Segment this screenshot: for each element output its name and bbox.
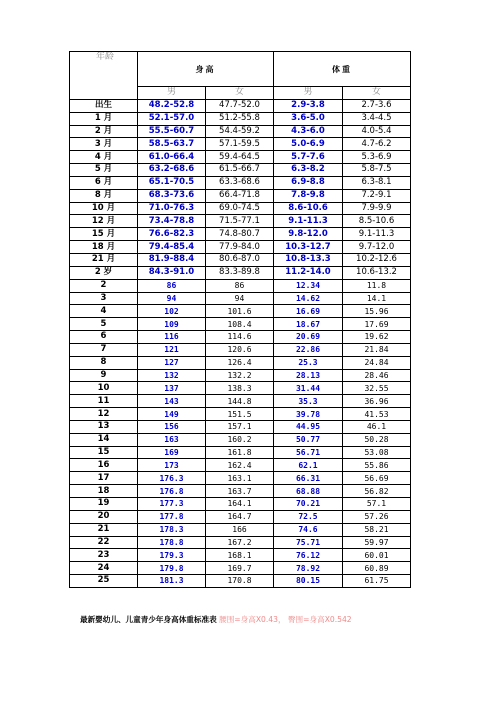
height-female-cell: 168.1 <box>206 549 274 562</box>
weight-male-header: 男 <box>274 87 343 100</box>
age-cell: 5 <box>70 318 138 331</box>
height-header: 身高 <box>138 52 274 87</box>
height-male-cell: 109 <box>138 318 206 331</box>
weight-male-cell: 10.8-13.3 <box>274 253 343 266</box>
age-cell: 12 <box>70 408 138 421</box>
table-row <box>70 485 411 498</box>
height-female-cell: 80.6-87.0 <box>206 253 274 266</box>
age-cell: 2 <box>70 279 138 292</box>
weight-female-cell: 21.84 <box>343 343 411 356</box>
height-female-cell: 51.2-55.8 <box>206 112 274 125</box>
height-male-cell: 94 <box>138 292 206 305</box>
weight-male-cell: 3.6-5.0 <box>274 112 343 125</box>
height-male-cell: 179.8 <box>138 562 206 575</box>
age-cell: 12 月 <box>70 215 138 228</box>
age-cell: 4 月 <box>70 151 138 164</box>
weight-female-cell: 9.1-11.3 <box>343 228 411 241</box>
weight-male-cell: 10.3-12.7 <box>274 241 343 254</box>
weight-female-cell: 7.9-9.9 <box>343 202 411 215</box>
age-cell: 出生 <box>70 99 138 112</box>
height-female-cell: 61.5-66.7 <box>206 164 274 177</box>
table-row <box>70 202 411 215</box>
height-female-cell: 164.1 <box>206 498 274 511</box>
height-male-cell: 176.3 <box>138 472 206 485</box>
age-cell: 20 <box>70 510 138 523</box>
age-cell: 14 <box>70 433 138 446</box>
height-female-cell: 169.7 <box>206 562 274 575</box>
age-header: 年龄 <box>70 52 138 100</box>
weight-female-cell: 6.3-8.1 <box>343 176 411 189</box>
table-row <box>70 498 411 511</box>
height-female-cell: 161.8 <box>206 446 274 459</box>
table-row <box>70 189 411 202</box>
weight-male-cell: 20.69 <box>274 331 343 344</box>
weight-female-cell: 36.96 <box>343 395 411 408</box>
weight-male-cell: 80.15 <box>274 575 343 588</box>
weight-male-cell: 5.0-6.9 <box>274 138 343 151</box>
caption-formula: 腰围=身高X0.43， 臀围=身高X0.542 <box>219 615 352 624</box>
height-male-cell: 149 <box>138 408 206 421</box>
weight-male-cell: 28.13 <box>274 369 343 382</box>
height-male-cell: 102 <box>138 305 206 318</box>
height-male-cell: 173 <box>138 459 206 472</box>
height-male-cell: 177.8 <box>138 510 206 523</box>
weight-male-cell: 6.9-8.8 <box>274 176 343 189</box>
height-male-cell: 76.6-82.3 <box>138 228 206 241</box>
table-row <box>70 215 411 228</box>
table-row <box>70 266 411 279</box>
table-row <box>70 433 411 446</box>
weight-female-cell: 4.7-6.2 <box>343 138 411 151</box>
height-male-cell: 121 <box>138 343 206 356</box>
weight-female-cell: 57.26 <box>343 510 411 523</box>
weight-female-cell: 60.89 <box>343 562 411 575</box>
height-male-cell: 179.3 <box>138 549 206 562</box>
weight-male-cell: 4.3-6.0 <box>274 125 343 138</box>
height-female-cell: 63.3-68.6 <box>206 176 274 189</box>
height-male-cell: 81.9-88.4 <box>138 253 206 266</box>
weight-female-cell: 58.21 <box>343 523 411 536</box>
age-cell: 19 <box>70 498 138 511</box>
height-female-cell: 83.3-89.8 <box>206 266 274 279</box>
age-cell: 10 月 <box>70 202 138 215</box>
height-female-cell: 163.7 <box>206 485 274 498</box>
height-female-cell: 71.5-77.1 <box>206 215 274 228</box>
height-weight-table <box>69 51 411 588</box>
table-row <box>70 536 411 549</box>
table-row <box>70 164 411 177</box>
weight-female-cell: 15.96 <box>343 305 411 318</box>
weight-male-cell: 50.77 <box>274 433 343 446</box>
table-row <box>70 575 411 588</box>
table-row <box>70 523 411 536</box>
table-row <box>70 176 411 189</box>
weight-male-cell: 14.62 <box>274 292 343 305</box>
weight-female-cell: 55.86 <box>343 459 411 472</box>
table-row <box>70 382 411 395</box>
table-row <box>70 510 411 523</box>
table-body <box>70 52 411 588</box>
weight-male-cell: 72.5 <box>274 510 343 523</box>
table-row <box>70 279 411 292</box>
age-cell: 15 月 <box>70 228 138 241</box>
height-female-cell: 138.3 <box>206 382 274 395</box>
table-row <box>70 343 411 356</box>
weight-male-cell: 9.8-12.0 <box>274 228 343 241</box>
height-male-cell: 137 <box>138 382 206 395</box>
age-cell: 13 <box>70 420 138 433</box>
height-female-cell: 77.9-84.0 <box>206 241 274 254</box>
weight-male-cell: 44.95 <box>274 420 343 433</box>
age-cell: 2 岁 <box>70 266 138 279</box>
table-row <box>70 305 411 318</box>
table-row <box>70 318 411 331</box>
age-cell: 11 <box>70 395 138 408</box>
height-female-cell: 126.4 <box>206 356 274 369</box>
age-cell: 18 <box>70 485 138 498</box>
height-male-cell: 163 <box>138 433 206 446</box>
table-row <box>70 125 411 138</box>
weight-male-cell: 2.9-3.8 <box>274 99 343 112</box>
height-male-cell: 156 <box>138 420 206 433</box>
table-row <box>70 562 411 575</box>
age-cell: 7 <box>70 343 138 356</box>
weight-male-cell: 68.88 <box>274 485 343 498</box>
height-female-cell: 74.8-80.7 <box>206 228 274 241</box>
weight-female-cell: 17.69 <box>343 318 411 331</box>
weight-female-cell: 60.01 <box>343 549 411 562</box>
height-male-cell: 55.5-60.7 <box>138 125 206 138</box>
table-row <box>70 420 411 433</box>
height-female-cell: 151.5 <box>206 408 274 421</box>
weight-male-cell: 16.69 <box>274 305 343 318</box>
weight-female-cell: 32.55 <box>343 382 411 395</box>
height-male-cell: 71.0-76.3 <box>138 202 206 215</box>
table-row <box>70 395 411 408</box>
weight-female-cell: 50.28 <box>343 433 411 446</box>
table-row <box>70 549 411 562</box>
height-female-cell: 157.1 <box>206 420 274 433</box>
height-female-cell: 120.6 <box>206 343 274 356</box>
age-cell: 3 <box>70 292 138 305</box>
age-cell: 8 月 <box>70 189 138 202</box>
header-row-groups <box>70 52 411 87</box>
height-female-cell: 160.2 <box>206 433 274 446</box>
height-female-cell: 57.1-59.5 <box>206 138 274 151</box>
height-male-cell: 127 <box>138 356 206 369</box>
weight-male-cell: 66.31 <box>274 472 343 485</box>
height-male-cell: 178.3 <box>138 523 206 536</box>
height-male-cell: 169 <box>138 446 206 459</box>
weight-male-cell: 8.6-10.6 <box>274 202 343 215</box>
table-row <box>70 241 411 254</box>
height-female-cell: 59.4-64.5 <box>206 151 274 164</box>
weight-female-cell: 10.6-13.2 <box>343 266 411 279</box>
height-male-cell: 177.3 <box>138 498 206 511</box>
table-row <box>70 331 411 344</box>
weight-female-cell: 2.7-3.6 <box>343 99 411 112</box>
height-female-cell: 47.7-52.0 <box>206 99 274 112</box>
height-female-cell: 167.2 <box>206 536 274 549</box>
weight-male-cell: 56.71 <box>274 446 343 459</box>
age-cell: 6 <box>70 331 138 344</box>
table-row <box>70 459 411 472</box>
height-male-cell: 61.0-66.4 <box>138 151 206 164</box>
weight-female-cell: 46.1 <box>343 420 411 433</box>
weight-female-cell: 14.1 <box>343 292 411 305</box>
caption-title: 最新婴幼儿、儿童青少年身高体重标准表 <box>80 615 217 624</box>
height-female-cell: 162.4 <box>206 459 274 472</box>
weight-female-cell: 24.84 <box>343 356 411 369</box>
weight-female-cell: 56.69 <box>343 472 411 485</box>
weight-male-cell: 39.78 <box>274 408 343 421</box>
height-male-cell: 79.4-85.4 <box>138 241 206 254</box>
weight-female-cell: 5.3-6.9 <box>343 151 411 164</box>
height-female-cell: 164.7 <box>206 510 274 523</box>
weight-female-cell: 11.8 <box>343 279 411 292</box>
height-female-cell: 144.8 <box>206 395 274 408</box>
age-cell: 24 <box>70 562 138 575</box>
weight-male-cell: 62.1 <box>274 459 343 472</box>
height-female-cell: 170.8 <box>206 575 274 588</box>
height-male-cell: 84.3-91.0 <box>138 266 206 279</box>
weight-female-cell: 5.8-7.5 <box>343 164 411 177</box>
table-row <box>70 99 411 112</box>
height-female-cell: 69.0-74.5 <box>206 202 274 215</box>
weight-female-cell: 61.75 <box>343 575 411 588</box>
height-male-cell: 181.3 <box>138 575 206 588</box>
height-female-cell: 166 <box>206 523 274 536</box>
age-cell: 10 <box>70 382 138 395</box>
weight-male-cell: 25.3 <box>274 356 343 369</box>
height-female-cell: 114.6 <box>206 331 274 344</box>
height-male-cell: 58.5-63.7 <box>138 138 206 151</box>
weight-male-cell: 22.86 <box>274 343 343 356</box>
height-female-cell: 94 <box>206 292 274 305</box>
weight-male-cell: 76.12 <box>274 549 343 562</box>
height-male-cell: 176.8 <box>138 485 206 498</box>
height-female-cell: 54.4-59.2 <box>206 125 274 138</box>
height-female-header: 女 <box>206 87 274 100</box>
age-cell: 16 <box>70 459 138 472</box>
table-row <box>70 408 411 421</box>
weight-female-cell: 9.7-12.0 <box>343 241 411 254</box>
table-row <box>70 228 411 241</box>
height-male-cell: 116 <box>138 331 206 344</box>
age-cell: 2 月 <box>70 125 138 138</box>
table-caption <box>80 614 352 625</box>
height-female-cell: 132.2 <box>206 369 274 382</box>
height-male-cell: 73.4-78.8 <box>138 215 206 228</box>
height-female-cell: 66.4-71.8 <box>206 189 274 202</box>
age-cell: 3 月 <box>70 138 138 151</box>
age-cell: 8 <box>70 356 138 369</box>
weight-female-cell: 3.4-4.5 <box>343 112 411 125</box>
age-cell: 9 <box>70 369 138 382</box>
height-female-cell: 101.6 <box>206 305 274 318</box>
weight-male-cell: 5.7-7.6 <box>274 151 343 164</box>
weight-female-cell: 56.82 <box>343 485 411 498</box>
weight-male-cell: 7.8-9.8 <box>274 189 343 202</box>
age-cell: 6 月 <box>70 176 138 189</box>
table-row <box>70 151 411 164</box>
weight-male-cell: 9.1-11.3 <box>274 215 343 228</box>
table-row <box>70 446 411 459</box>
weight-male-cell: 35.3 <box>274 395 343 408</box>
weight-male-cell: 70.21 <box>274 498 343 511</box>
weight-male-cell: 78.92 <box>274 562 343 575</box>
weight-female-cell: 10.2-12.6 <box>343 253 411 266</box>
table-row <box>70 138 411 151</box>
weight-female-cell: 59.97 <box>343 536 411 549</box>
age-cell: 4 <box>70 305 138 318</box>
age-cell: 21 月 <box>70 253 138 266</box>
table-row <box>70 112 411 125</box>
age-cell: 21 <box>70 523 138 536</box>
weight-female-header: 女 <box>343 87 411 100</box>
height-male-cell: 86 <box>138 279 206 292</box>
weight-female-cell: 53.08 <box>343 446 411 459</box>
age-cell: 15 <box>70 446 138 459</box>
age-cell: 25 <box>70 575 138 588</box>
height-female-cell: 86 <box>206 279 274 292</box>
height-male-cell: 68.3-73.6 <box>138 189 206 202</box>
height-male-cell: 143 <box>138 395 206 408</box>
age-cell: 22 <box>70 536 138 549</box>
height-male-cell: 52.1-57.0 <box>138 112 206 125</box>
table-row <box>70 472 411 485</box>
weight-male-cell: 11.2-14.0 <box>274 266 343 279</box>
height-male-cell: 63.2-68.6 <box>138 164 206 177</box>
age-cell: 18 月 <box>70 241 138 254</box>
weight-female-cell: 28.46 <box>343 369 411 382</box>
weight-male-cell: 75.71 <box>274 536 343 549</box>
table-row <box>70 253 411 266</box>
weight-female-cell: 57.1 <box>343 498 411 511</box>
table-row <box>70 356 411 369</box>
weight-female-cell: 19.62 <box>343 331 411 344</box>
age-cell: 23 <box>70 549 138 562</box>
age-cell: 17 <box>70 472 138 485</box>
weight-header: 体重 <box>274 52 411 87</box>
height-female-cell: 163.1 <box>206 472 274 485</box>
height-female-cell: 108.4 <box>206 318 274 331</box>
weight-female-cell: 8.5-10.6 <box>343 215 411 228</box>
weight-male-cell: 74.6 <box>274 523 343 536</box>
height-male-cell: 132 <box>138 369 206 382</box>
age-cell: 5 月 <box>70 164 138 177</box>
age-cell: 1 月 <box>70 112 138 125</box>
weight-male-cell: 31.44 <box>274 382 343 395</box>
weight-male-cell: 18.67 <box>274 318 343 331</box>
weight-male-cell: 6.3-8.2 <box>274 164 343 177</box>
height-male-cell: 178.8 <box>138 536 206 549</box>
height-male-cell: 65.1-70.5 <box>138 176 206 189</box>
table-row <box>70 292 411 305</box>
weight-female-cell: 4.0-5.4 <box>343 125 411 138</box>
weight-male-cell: 12.34 <box>274 279 343 292</box>
table-row <box>70 369 411 382</box>
height-male-cell: 48.2-52.8 <box>138 99 206 112</box>
weight-female-cell: 7.2-9.1 <box>343 189 411 202</box>
weight-female-cell: 41.53 <box>343 408 411 421</box>
height-male-header: 男 <box>138 87 206 100</box>
